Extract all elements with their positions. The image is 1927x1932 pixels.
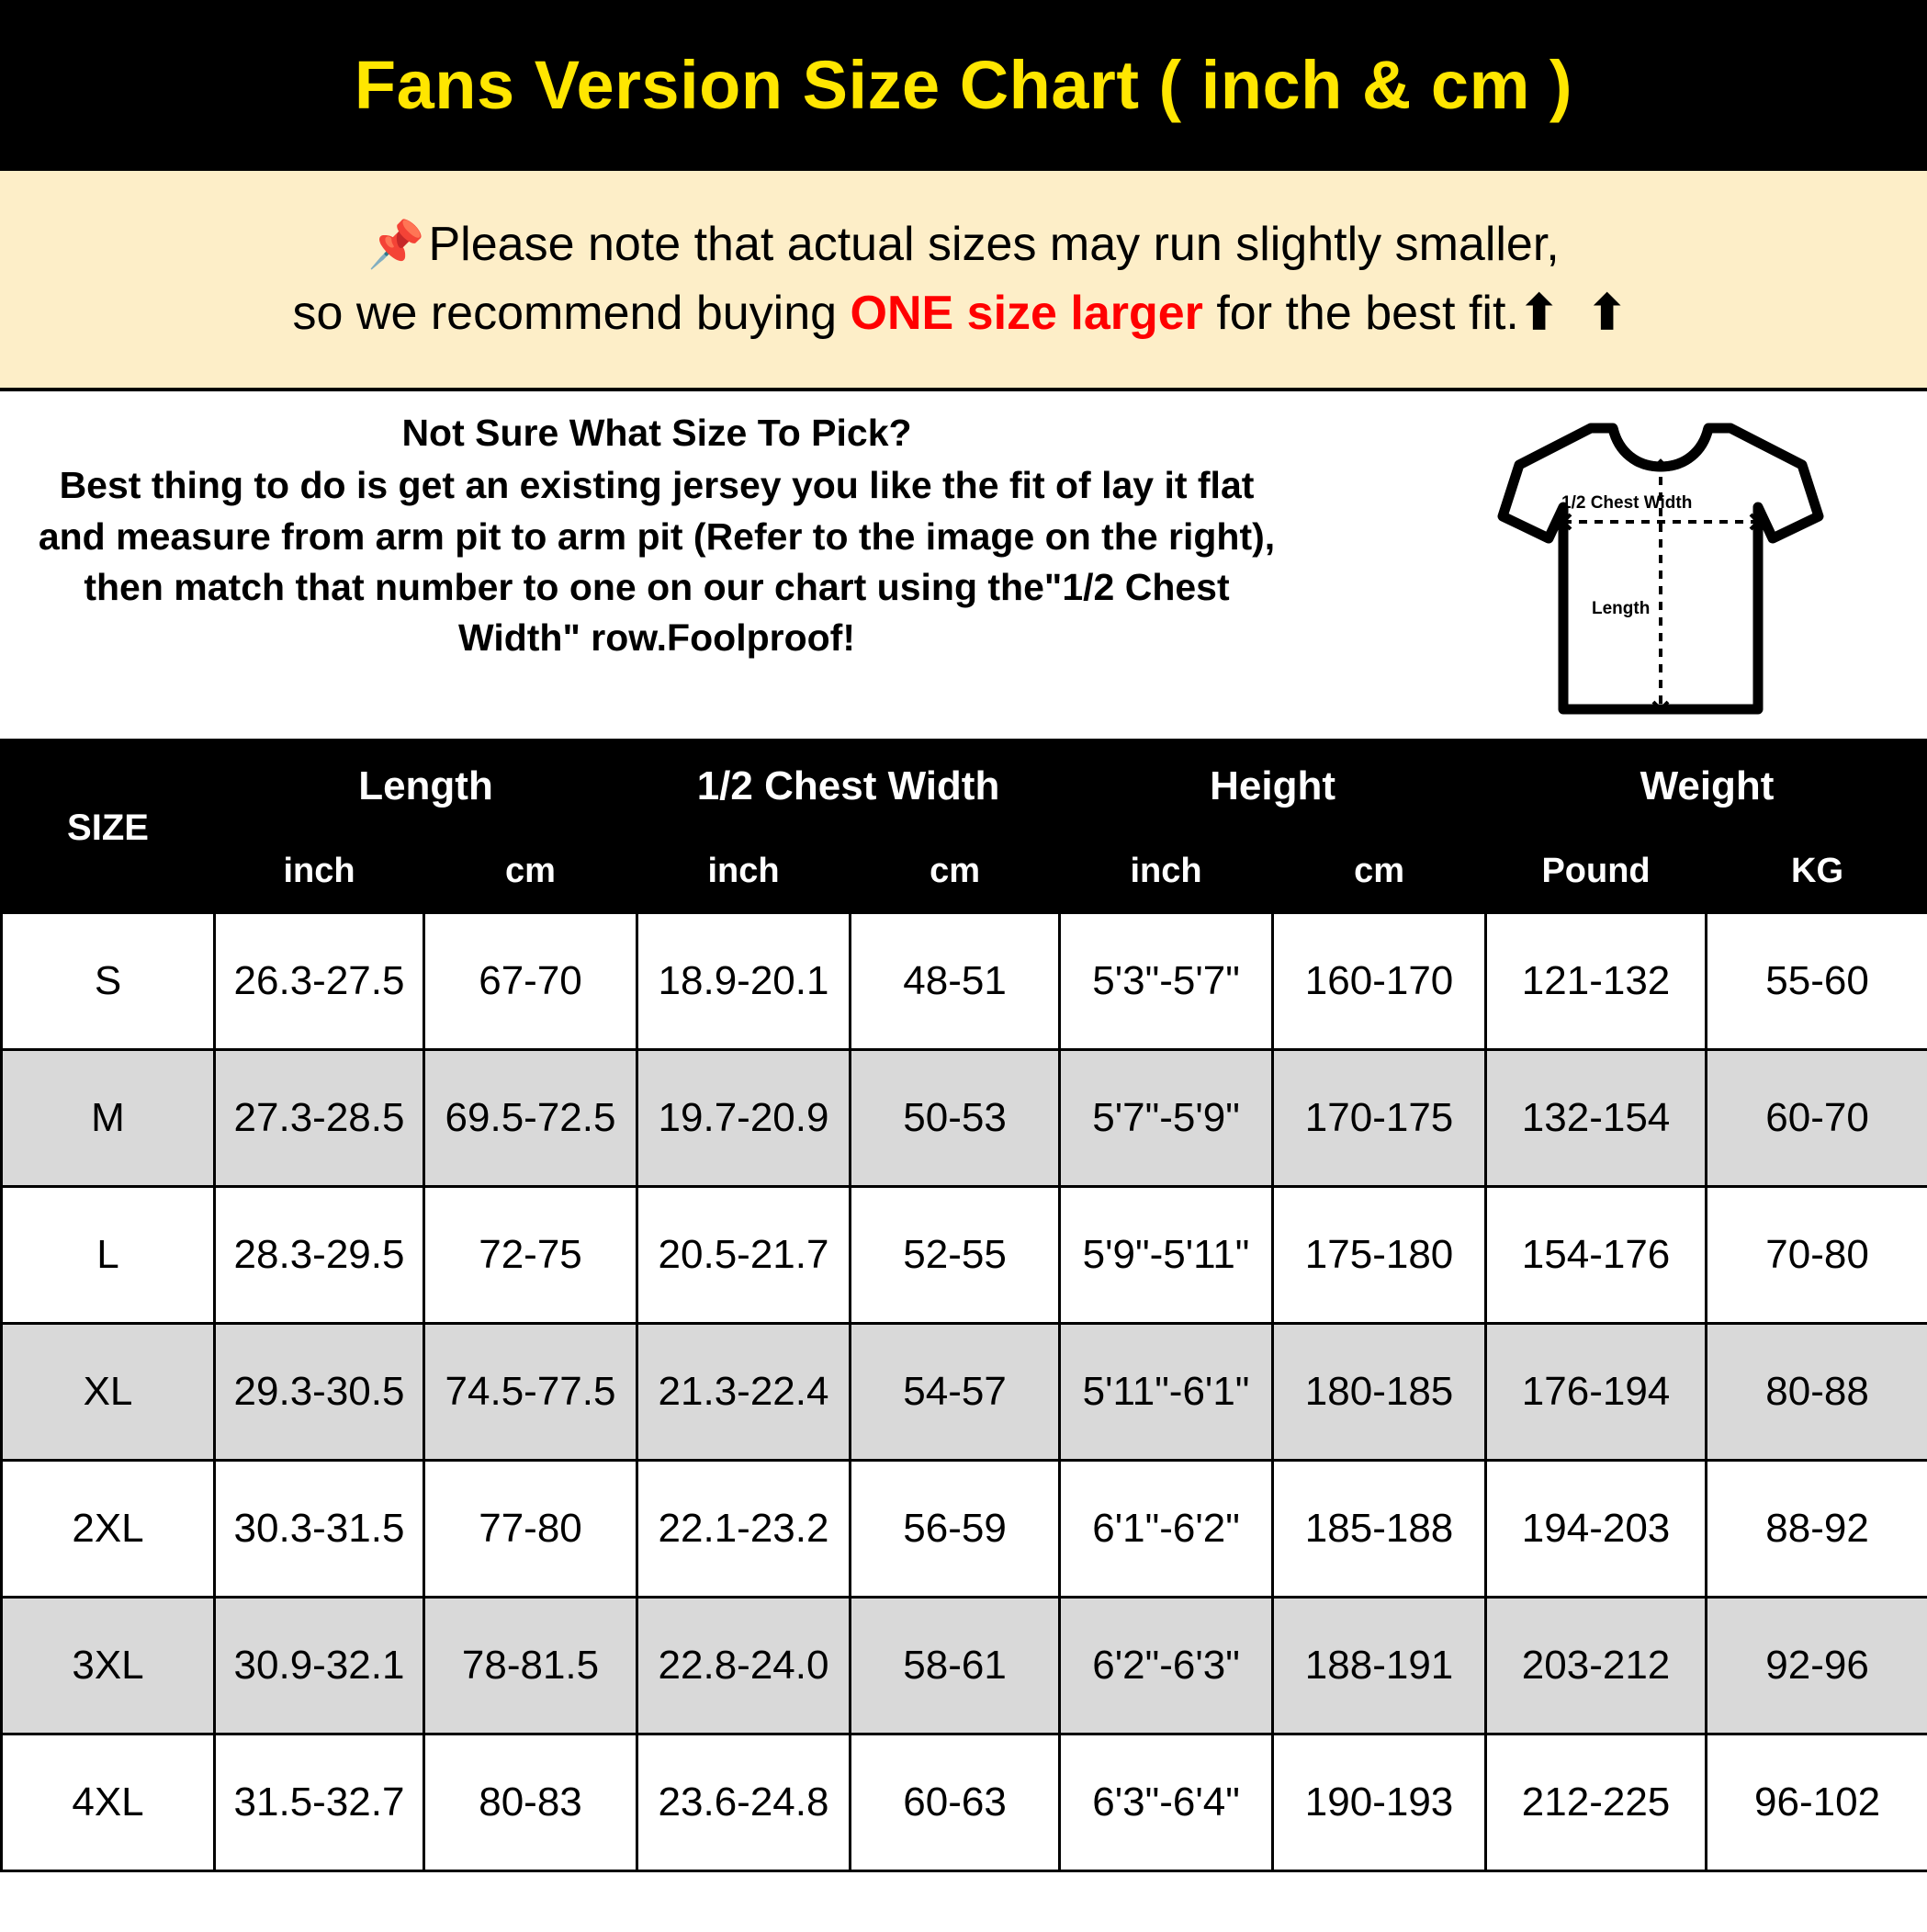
header-weight-pound: Pound — [1486, 830, 1707, 913]
cell-height-cm: 180-185 — [1273, 1324, 1486, 1461]
cell-weight-pound: 203-212 — [1486, 1598, 1707, 1734]
cell-chest-cm: 56-59 — [851, 1461, 1060, 1598]
cell-height-inch: 5'3"-5'7" — [1060, 913, 1273, 1050]
pushpin-icon: 📌 — [367, 218, 425, 270]
table-row — [2, 1324, 1927, 1461]
cell-length-inch: 30.9-32.1 — [215, 1598, 424, 1734]
help-question: Not Sure What Size To Pick? — [401, 412, 912, 454]
cell-height-cm: 160-170 — [1273, 913, 1486, 1050]
cell-chest-inch: 21.3-22.4 — [637, 1324, 851, 1461]
cell-size: 3XL — [2, 1598, 215, 1734]
cell-weight-pound: 194-203 — [1486, 1461, 1707, 1598]
tshirt-measurement-diagram — [1495, 404, 1826, 726]
cell-weight-pound: 212-225 — [1486, 1734, 1707, 1871]
cell-size: 4XL — [2, 1734, 215, 1871]
cell-weight-kg: 92-96 — [1707, 1598, 1927, 1734]
cell-length-inch: 27.3-28.5 — [215, 1050, 424, 1187]
header-height: Height — [1060, 744, 1486, 830]
cell-length-cm: 67-70 — [424, 913, 637, 1050]
cell-height-cm: 175-180 — [1273, 1187, 1486, 1324]
cell-length-cm: 74.5-77.5 — [424, 1324, 637, 1461]
note-line-2 — [293, 279, 1635, 348]
table-row — [2, 1050, 1927, 1187]
cell-weight-kg: 88-92 — [1707, 1461, 1927, 1598]
header-half-chest-width: 1/2 Chest Width — [637, 744, 1060, 830]
sizing-help-section — [0, 391, 1927, 742]
cell-weight-pound: 121-132 — [1486, 913, 1707, 1050]
header-length-inch: inch — [215, 830, 424, 913]
up-arrows-icon: ⬆ ⬆ — [1518, 287, 1635, 340]
cell-chest-inch: 22.1-23.2 — [637, 1461, 851, 1598]
cell-length-inch: 28.3-29.5 — [215, 1187, 424, 1324]
cell-size: M — [2, 1050, 215, 1187]
cell-length-inch: 31.5-32.7 — [215, 1734, 424, 1871]
cell-chest-cm: 52-55 — [851, 1187, 1060, 1324]
cell-weight-kg: 70-80 — [1707, 1187, 1927, 1324]
cell-weight-kg: 60-70 — [1707, 1050, 1927, 1187]
cell-length-cm: 78-81.5 — [424, 1598, 637, 1734]
header-height-inch: inch — [1060, 830, 1273, 913]
cell-height-inch: 6'2"-6'3" — [1060, 1598, 1273, 1734]
cell-chest-cm: 58-61 — [851, 1598, 1060, 1734]
note-line-1 — [367, 210, 1560, 279]
cell-height-inch: 6'1"-6'2" — [1060, 1461, 1273, 1598]
cell-size: S — [2, 913, 215, 1050]
cell-weight-pound: 154-176 — [1486, 1187, 1707, 1324]
table-row — [2, 1461, 1927, 1598]
cell-size: L — [2, 1187, 215, 1324]
size-note-banner — [0, 171, 1927, 391]
help-line-2: and measure from arm pit to arm pit (Refer to the image on the right), — [38, 514, 1276, 558]
cell-length-cm: 69.5-72.5 — [424, 1050, 637, 1187]
cell-weight-pound: 176-194 — [1486, 1324, 1707, 1461]
header-height-cm: cm — [1273, 830, 1486, 913]
header-chest-inch: inch — [637, 830, 851, 913]
cell-chest-inch: 18.9-20.1 — [637, 913, 851, 1050]
cell-length-cm: 77-80 — [424, 1461, 637, 1598]
cell-chest-inch: 23.6-24.8 — [637, 1734, 851, 1871]
cell-height-cm: 190-193 — [1273, 1734, 1486, 1871]
header-weight-kg: KG — [1707, 830, 1927, 913]
cell-chest-inch: 20.5-21.7 — [637, 1187, 851, 1324]
cell-length-inch: 29.3-30.5 — [215, 1324, 424, 1461]
table-row — [2, 913, 1927, 1050]
cell-height-inch: 5'9"-5'11" — [1060, 1187, 1273, 1324]
diagram-chest-label: 1/2 Chest Width — [1561, 493, 1693, 513]
cell-chest-inch: 19.7-20.9 — [637, 1050, 851, 1187]
note-line-2-prefix: so we recommend buying — [292, 287, 851, 340]
note-line-2-suffix: for the best fit. — [1202, 287, 1519, 340]
table-row — [2, 1598, 1927, 1734]
cell-height-cm: 188-191 — [1273, 1598, 1486, 1734]
sizing-help-text — [0, 408, 1313, 664]
cell-height-cm: 170-175 — [1273, 1050, 1486, 1187]
cell-weight-pound: 132-154 — [1486, 1050, 1707, 1187]
cell-height-inch: 5'11"-6'1" — [1060, 1324, 1273, 1461]
cell-chest-inch: 22.8-24.0 — [637, 1598, 851, 1734]
cell-weight-kg: 96-102 — [1707, 1734, 1927, 1871]
note-emphasis: ONE size larger — [850, 287, 1203, 340]
header-length-cm: cm — [424, 830, 637, 913]
help-line-3: then match that number to one on our chart using the"1/2 Chest — [84, 566, 1230, 609]
cell-chest-cm: 54-57 — [851, 1324, 1060, 1461]
cell-height-cm: 185-188 — [1273, 1461, 1486, 1598]
cell-chest-cm: 48-51 — [851, 913, 1060, 1050]
header-length: Length — [215, 744, 637, 830]
diagram-length-label: Length — [1592, 599, 1651, 618]
help-line-1: Best thing to do is get an existing jersey you like the fit of lay it flat — [59, 464, 1255, 507]
cell-height-inch: 6'3"-6'4" — [1060, 1734, 1273, 1871]
page-title: Fans Version Size Chart ( inch & cm ) — [354, 47, 1573, 124]
table-head — [2, 744, 1927, 913]
cell-weight-kg: 80-88 — [1707, 1324, 1927, 1461]
cell-size: XL — [2, 1324, 215, 1461]
cell-weight-kg: 55-60 — [1707, 913, 1927, 1050]
table-body — [2, 913, 1927, 1871]
header-weight: Weight — [1486, 744, 1927, 830]
note-line-1-text: Please note that actual sizes may run slightly smaller, — [428, 217, 1560, 271]
cell-chest-cm: 50-53 — [851, 1050, 1060, 1187]
cell-length-inch: 30.3-31.5 — [215, 1461, 424, 1598]
cell-chest-cm: 60-63 — [851, 1734, 1060, 1871]
cell-height-inch: 5'7"-5'9" — [1060, 1050, 1273, 1187]
cell-length-cm: 80-83 — [424, 1734, 637, 1871]
tshirt-icon — [1495, 404, 1826, 726]
header-size: SIZE — [2, 744, 215, 913]
size-chart-table — [0, 742, 1927, 1872]
cell-length-cm: 72-75 — [424, 1187, 637, 1324]
header-chest-cm: cm — [851, 830, 1060, 913]
cell-length-inch: 26.3-27.5 — [215, 913, 424, 1050]
help-line-4: Width" row.Foolproof! — [458, 616, 855, 660]
chart-title-bar — [0, 0, 1927, 171]
table-unit-header-row — [2, 830, 1927, 913]
table-row — [2, 1734, 1927, 1871]
cell-size: 2XL — [2, 1461, 215, 1598]
table-row — [2, 1187, 1927, 1324]
table-group-header-row — [2, 744, 1927, 830]
